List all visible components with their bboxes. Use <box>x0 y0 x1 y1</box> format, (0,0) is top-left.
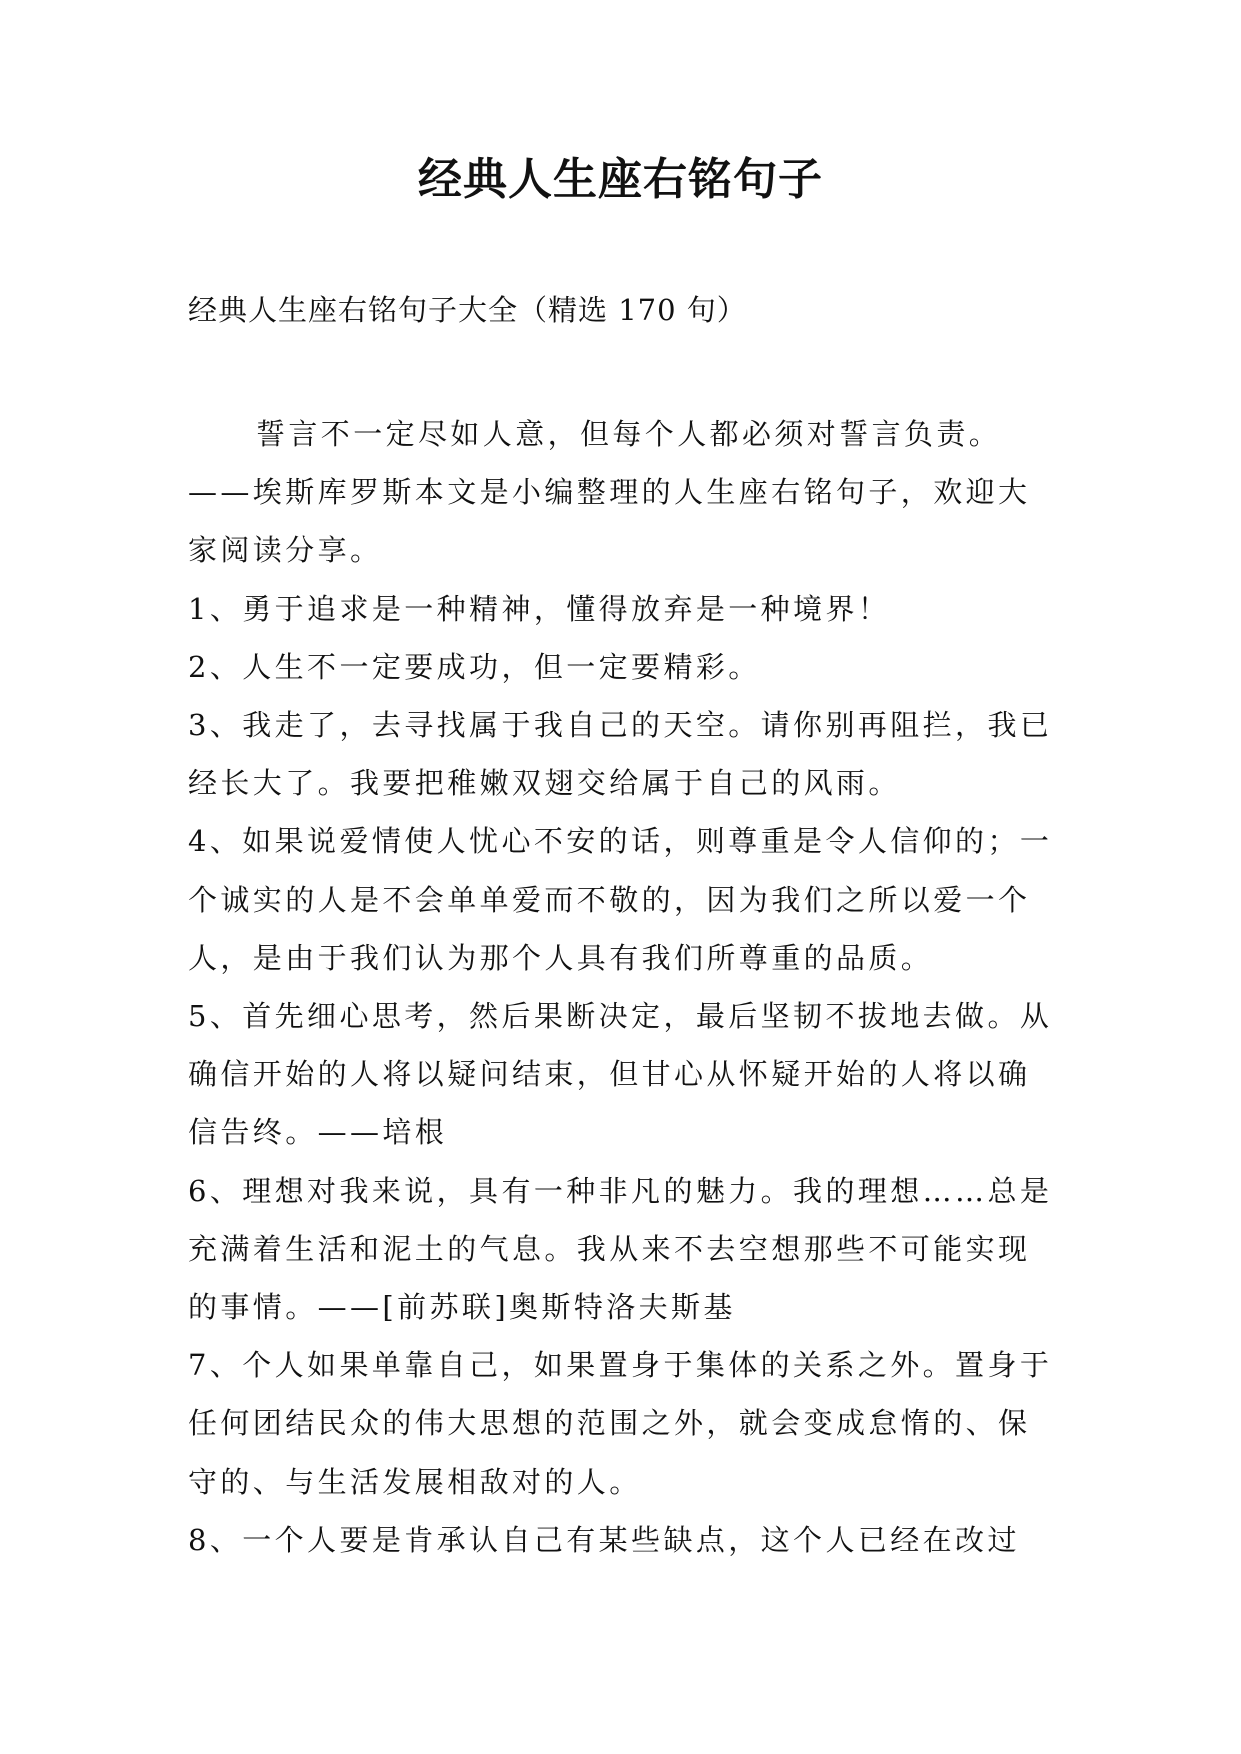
list-item: 8、一个人要是肯承认自己有某些缺点，这个人已经在改过 <box>188 1522 1020 1557</box>
list-item: 7、个人如果单靠自己，如果置身于集体的关系之外。置身于任何团结民众的伟大思想的范围之外，就会变成怠惰的、保守的、与生活发展相敌对的人。 <box>188 1348 1053 1499</box>
list-item: 1、勇于追求是一种精神，懂得放弃是一种境界！ <box>188 591 891 626</box>
list-item: 2、人生不一定要成功，但一定要精彩。 <box>188 649 761 684</box>
document-subtitle: 经典人生座右铭句子大全（精选 170 句） <box>188 293 747 327</box>
page-title: 经典人生座右铭句子 <box>418 154 823 205</box>
intro-paragraph: 誓言不一定尽如人意，但每个人都必须对誓言负责。——埃斯库罗斯本文是小编整理的人生座右铭句子，欢迎大家阅读分享。 <box>188 417 1031 568</box>
list-item: 6、理想对我来说，具有一种非凡的魅力。我的理想……总是充满着生活和泥土的气息。我从来不去空想那些不可能实现的事情。——[前苏联]奥斯特洛夫斯基 <box>188 1173 1053 1325</box>
list-item: 4、如果说爱情使人忧心不安的话，则尊重是令人信仰的；一个诚实的人是不会单单爱而不敬的，因为我们之所以爱一个人，是由于我们认为那个人具有我们所尊重的品质。 <box>188 824 1053 975</box>
list-item: 5、首先细心思考，然后果断决定，最后坚韧不拔地去做。从确信开始的人将以疑问结束，但甘心从怀疑开始的人将以确信告终。——培根 <box>188 999 1053 1150</box>
document-body <box>188 405 1056 1569</box>
list-item: 3、我走了，去寻找属于我自己的天空。请你别再阻拦，我已经长大了。我要把稚嫩双翅交给属于自己的风雨。 <box>188 708 1053 801</box>
